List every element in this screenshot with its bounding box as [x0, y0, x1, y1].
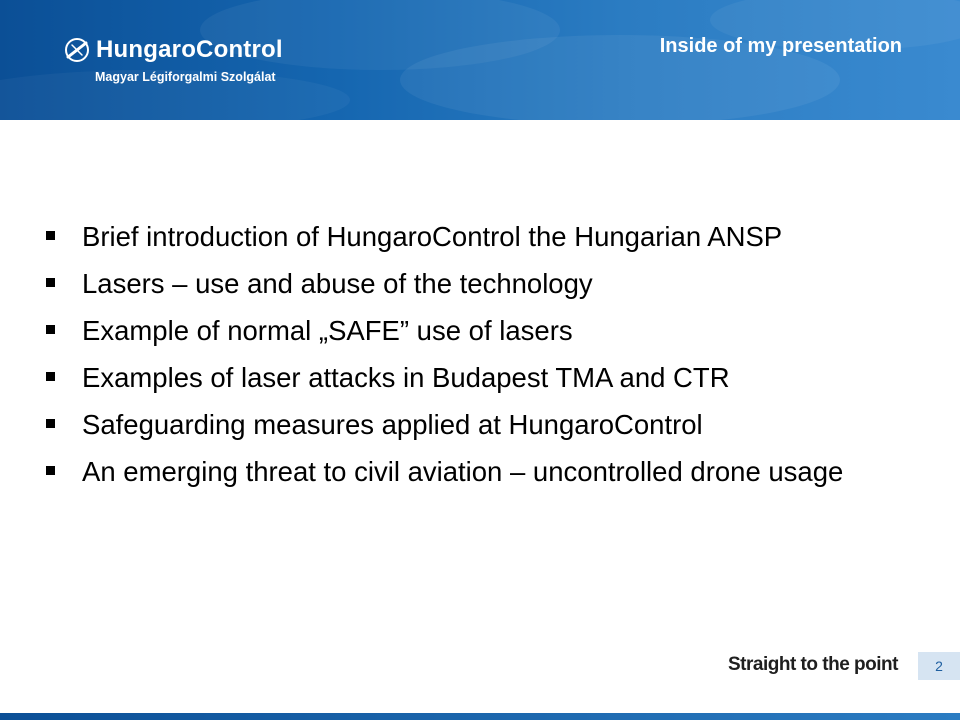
list-item	[40, 359, 920, 396]
list-item-text: Safeguarding measures applied at HungaroControl	[82, 409, 703, 440]
square-bullet-icon	[46, 372, 55, 381]
bullet-list	[40, 218, 920, 490]
list-item-text: Example of normal „SAFE” use of lasers	[82, 315, 573, 346]
logo-subtitle: Magyar Légiforgalmi Szolgálat	[95, 70, 276, 84]
slide-title: Inside of my presentation	[659, 35, 902, 57]
hungarocontrol-logo	[62, 34, 283, 66]
logo-name: HungaroControl	[96, 36, 283, 63]
square-bullet-icon	[46, 325, 55, 334]
header-banner	[0, 0, 960, 120]
list-item	[40, 218, 920, 255]
list-item-text: Examples of laser attacks in Budapest TMA and CTR	[82, 362, 730, 393]
square-bullet-icon	[46, 466, 55, 475]
square-bullet-icon	[46, 419, 55, 428]
page-number: 2	[918, 652, 960, 680]
footer-tagline: Straight to the point	[728, 654, 898, 675]
bottom-bar	[0, 713, 960, 720]
list-item	[40, 312, 920, 349]
slide-content	[40, 218, 920, 500]
list-item-text: Lasers – use and abuse of the technology	[82, 268, 593, 299]
square-bullet-icon	[46, 278, 55, 287]
list-item	[40, 265, 920, 302]
list-item	[40, 406, 920, 443]
list-item-text: Brief introduction of HungaroControl the Hungarian ANSP	[82, 221, 783, 252]
square-bullet-icon	[46, 231, 55, 240]
list-item	[40, 453, 920, 490]
logo-airplane-icon	[62, 35, 92, 65]
list-item-text: An emerging threat to civil aviation – uncontrolled drone usage	[82, 456, 844, 487]
